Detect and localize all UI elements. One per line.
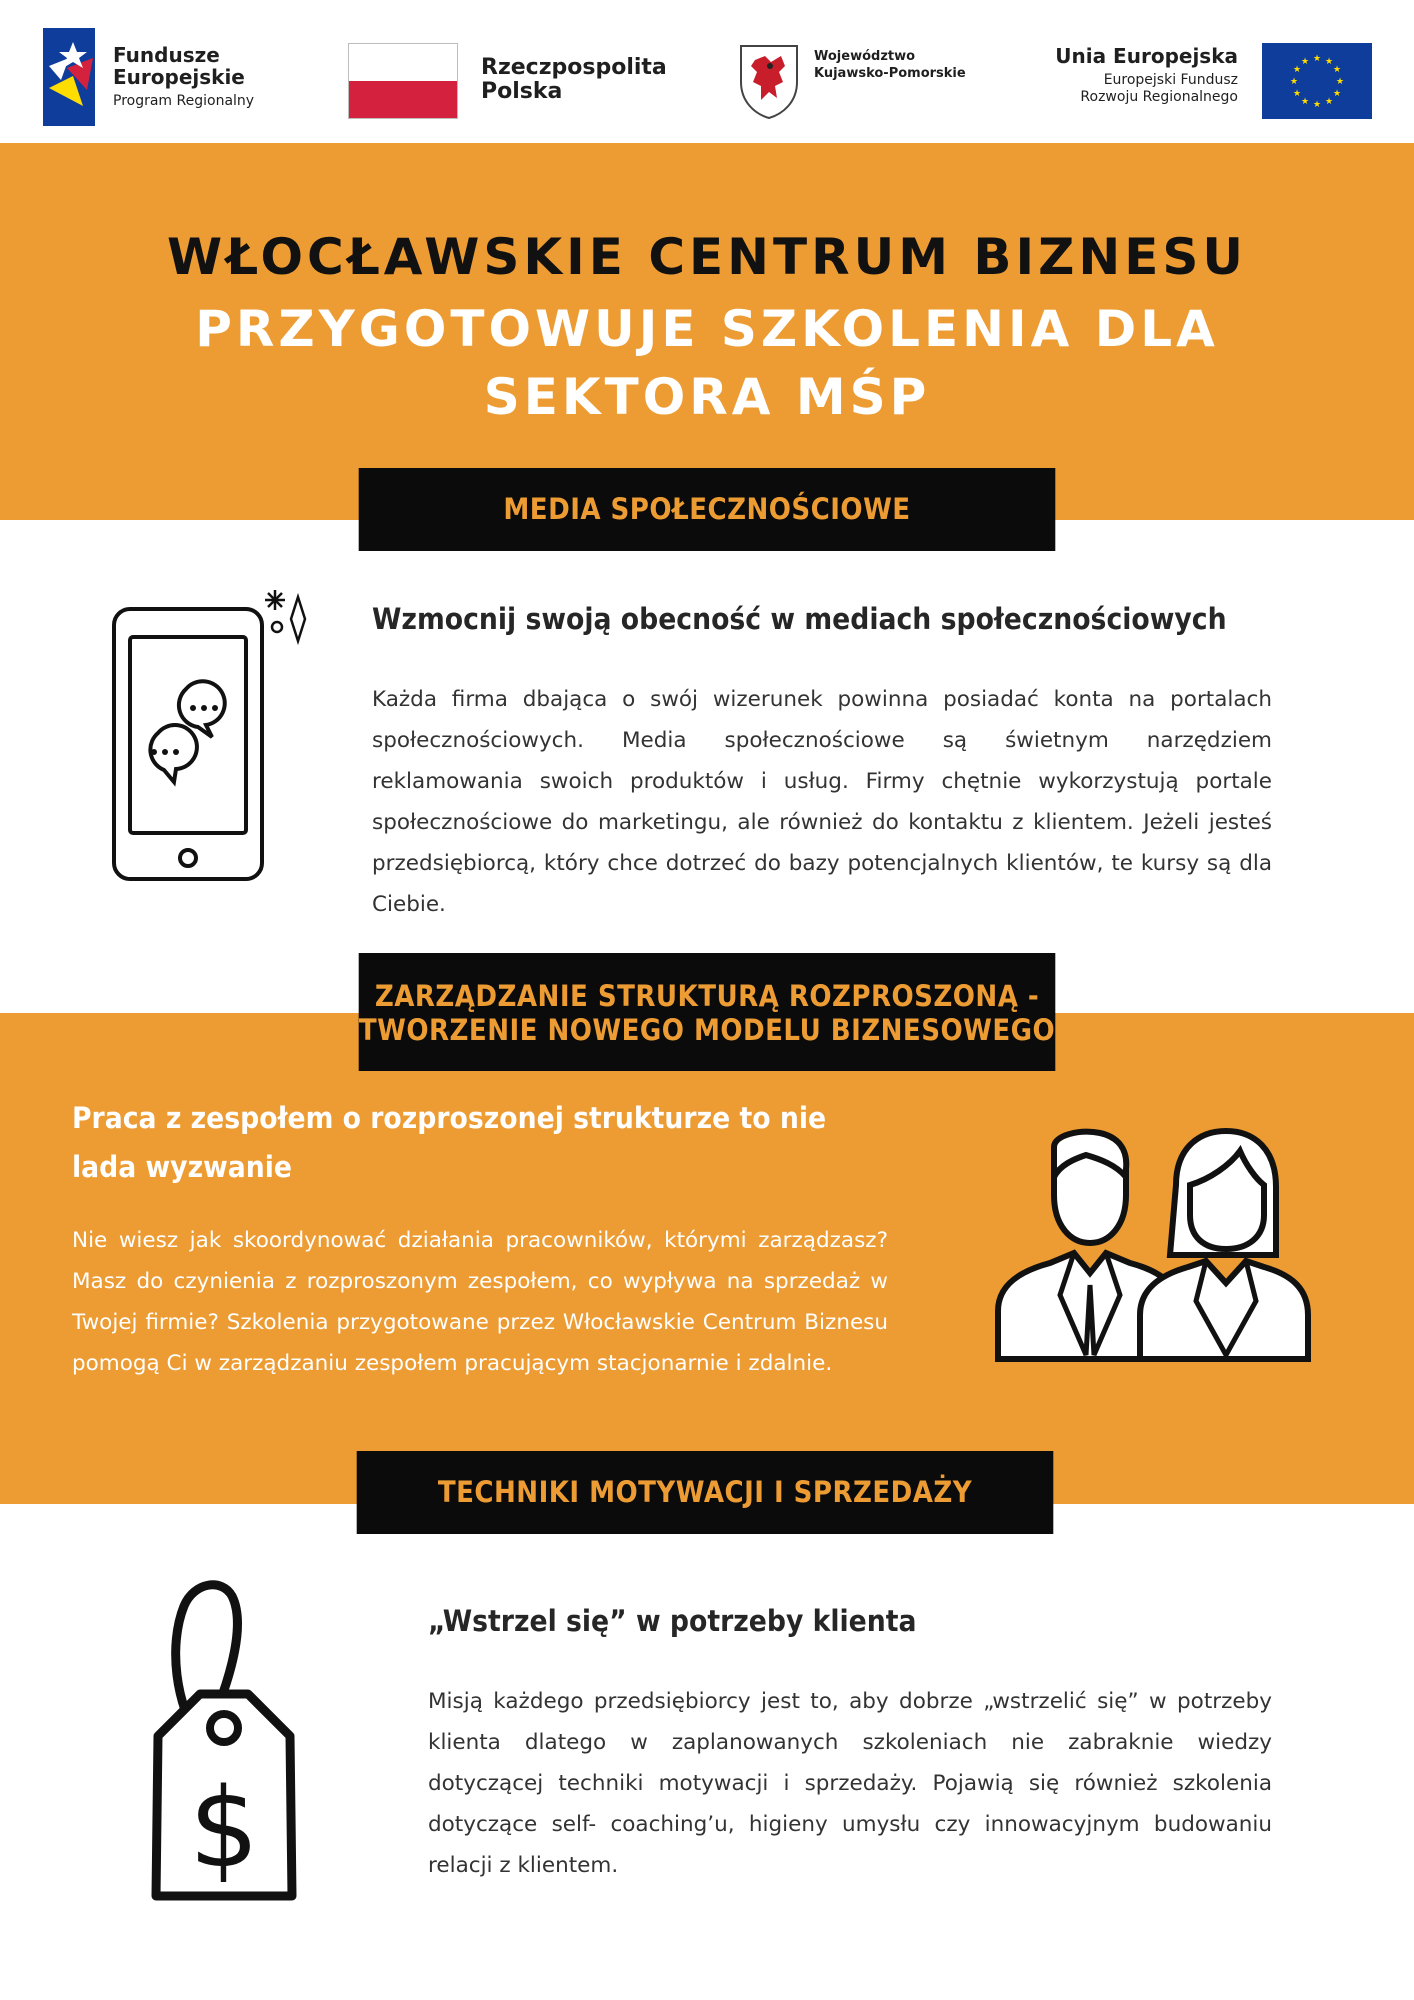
media-banner-label: MEDIA SPOŁECZNOŚCIOWE <box>503 492 911 526</box>
svg-text:★: ★ <box>1289 77 1299 87</box>
svg-text:★: ★ <box>1312 54 1322 64</box>
fundusze-line1: Fundusze <box>113 43 220 67</box>
zarzadzanie-banner-line1: ZARZĄDZANIE STRUKTURĄ ROZPROSZONĄ - <box>374 979 1040 1013</box>
svg-text:★: ★ <box>1292 65 1302 75</box>
eu-flag <box>1262 43 1372 119</box>
zarzadzanie-banner-line2: TWORZENIE NOWEGO MODELU BIZNESOWEGO <box>358 1013 1056 1047</box>
zarzadzanie-body: Nie wiesz jak skoordynować działania pracowników, którymi zarządzasz? Masz do czynienia z rozproszonym zespołem, co wypływa na sprzedaż w Twojej firmie? Szkolenia przygotowane przez Włocławskie Centrum Biznesu pomogą Ci w zarządzaniu zespołem pracującym stacjonarnie i zdalnie. <box>72 1228 888 1376</box>
smartphone-chat-icon <box>108 585 313 890</box>
fundusze-line2: Europejskie <box>113 65 245 89</box>
page-title-line2: PRZYGOTOWUJE SZKOLENIA DLA <box>195 300 1219 358</box>
rzeczpospolita-line2: Polska <box>481 79 563 104</box>
techniki-body: Misją każdego przedsiębiorcy jest to, aby dobrze „wstrzelić się” w potrzeby klienta dlatego w zaplanowanych szkoleniach nie zabraknie wiedzy dotyczącej techniki motywacji i sprzedaży. Pojawią się również szkolenia dotyczące self- coaching’u, higieny umysłu czy innowacyjnym budowaniu relacji z klientem. <box>428 1689 1272 1878</box>
media-banner <box>359 468 1056 551</box>
price-tag-dollar-icon <box>136 1576 311 1911</box>
svg-text:★: ★ <box>1292 89 1302 99</box>
zarzadzanie-banner <box>359 953 1056 1071</box>
price-symbol: $ <box>189 1764 259 1892</box>
page-title-line1: WŁOCŁAWSKIE CENTRUM BIZNESU <box>167 228 1247 286</box>
unia-line1: Europejski Fundusz <box>1103 72 1238 88</box>
svg-text:★: ★ <box>1332 65 1342 75</box>
svg-text:★: ★ <box>1332 89 1342 99</box>
svg-text:★: ★ <box>1300 97 1310 107</box>
media-heading: Wzmocnij swoją obecność w mediach społecznościowych <box>372 602 1227 636</box>
page-title-line3: SEKTORA MŚP <box>483 368 931 426</box>
fundusze-line3: Program Regionalny <box>113 93 255 109</box>
fundusze-europejskie-logo <box>43 28 95 126</box>
svg-text:★: ★ <box>1324 97 1334 107</box>
unia-title: Unia Europejska <box>1055 44 1238 68</box>
svg-text:★: ★ <box>1300 57 1310 67</box>
svg-text:★: ★ <box>1312 100 1322 110</box>
svg-text:★: ★ <box>1324 57 1334 67</box>
techniki-banner <box>357 1451 1054 1534</box>
rzeczpospolita-line1: Rzeczpospolita <box>481 55 667 80</box>
header-logos <box>0 0 1414 140</box>
wojewodztwo-line2: Kujawsko-Pomorskie <box>814 66 966 81</box>
techniki-heading: „Wstrzel się” w potrzeby klienta <box>428 1604 917 1638</box>
kujawsko-pomorskie-crest <box>737 42 801 120</box>
business-people-icon <box>990 1125 1312 1365</box>
svg-text:★: ★ <box>1335 77 1345 87</box>
zarzadzanie-heading-line2: lada wyzwanie <box>72 1150 292 1184</box>
zarzadzanie-heading-line1: Praca z zespołem o rozproszonej strukturze to nie <box>72 1101 827 1135</box>
zarzadzanie-heading <box>72 1094 826 1192</box>
unia-line2: Rozwoju Regionalnego <box>1080 89 1238 105</box>
polish-flag <box>348 43 458 119</box>
techniki-banner-label: TECHNIKI MOTYWACJI I SPRZEDAŻY <box>437 1475 973 1509</box>
media-body: Każda firma dbająca o swój wizerunek powinna posiadać konta na portalach społecznościowych. Media społecznościowe są świetnym narzędziem reklamowania swoich produktów i usług. Firmy chętnie wykorzystują portale społecznościowe do marketingu, ale również do kontaktu z klientem. Jeżeli jesteś przedsiębiorcą, który chce dotrzeć do bazy potencjalnych klientów, te kursy są dla Ciebie. <box>372 687 1272 917</box>
wojewodztwo-line1: Województwo <box>814 49 916 64</box>
